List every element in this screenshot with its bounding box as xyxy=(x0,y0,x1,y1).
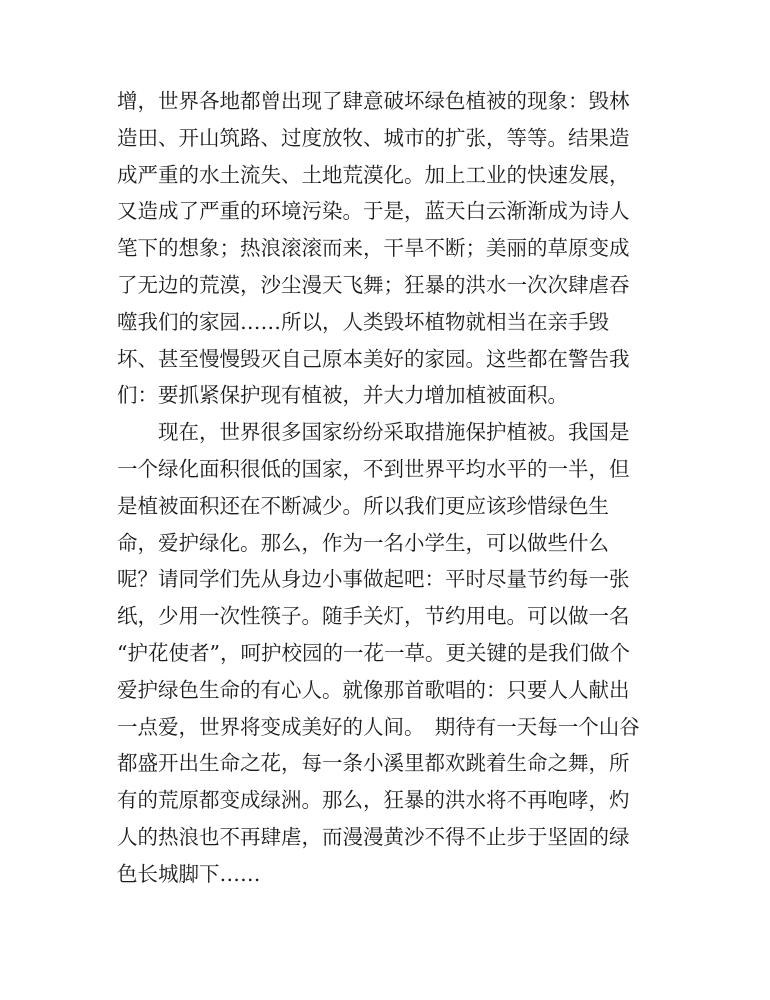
text-line: 都盛开出生命之花，每一条小溪里都欢跳着生命之舞，所 xyxy=(117,751,630,776)
text-line: “护花使者”，呵护校园的一花一草。更关键的是我们做个 xyxy=(117,640,630,665)
text-line: 噬我们的家园……所以，人类毁坏植物就相当在亲手毁 xyxy=(117,309,609,334)
body-text xyxy=(117,83,677,893)
text-line: 是植被面积还在不断减少。所以我们更应该珍惜绿色生 xyxy=(117,493,609,518)
text-line: 增，世界各地都曾出现了肆意破坏绿色植被的现象：毁林 xyxy=(117,89,630,113)
text-line: 爱护绿色生命的有心人。就像那首歌唱的：只要人人献出 xyxy=(117,677,630,702)
text-line: 现在，世界很多国家纷纷采取措施保护植被。我国是 xyxy=(117,420,630,445)
text-line: 了无边的荒漠，沙尘漫天飞舞；狂暴的洪水一次次肆虐吞 xyxy=(117,272,630,297)
text-line: 坏、甚至慢慢毁灭自己原本美好的家园。这些都在警告我 xyxy=(117,346,630,371)
text-line: 命，爱护绿化。那么，作为一名小学生，可以做些什么 xyxy=(117,530,609,555)
text-line: 一个绿化面积很低的国家，不到世界平均水平的一半，但 xyxy=(117,456,630,481)
text-line: 有的荒原都变成绿洲。那么，狂暴的洪水将不再咆哮，灼 xyxy=(117,788,630,813)
text-line: 笔下的想象；热浪滚滚而来，干旱不断；美丽的草原变成 xyxy=(117,236,630,261)
text-line: 成严重的水土流失、土地荒漠化。加上工业的快速发展， xyxy=(117,162,630,187)
text-line: 又造成了严重的环境污染。于是，蓝天白云渐渐成为诗人 xyxy=(117,199,630,224)
text-line: 造田、开山筑路、过度放牧、城市的扩张，等等。结果造 xyxy=(117,125,630,150)
text-line: 一点爱，世界将变成美好的人间。 期待有一天每一个山谷 xyxy=(117,714,640,739)
text-line: 纸，少用一次性筷子。随手关灯，节约用电。可以做一名 xyxy=(117,604,630,629)
text-line: 呢？请同学们先从身边小事做起吧：平时尽量节约每一张 xyxy=(117,567,630,592)
text-line: 们：要抓紧保护现有植被，并大力增加植被面积。 xyxy=(117,383,568,408)
text-line: 色长城脚下…… xyxy=(117,861,261,886)
text-line: 人的热浪也不再肆虐，而漫漫黄沙不得不止步于坚固的绿 xyxy=(117,824,630,849)
